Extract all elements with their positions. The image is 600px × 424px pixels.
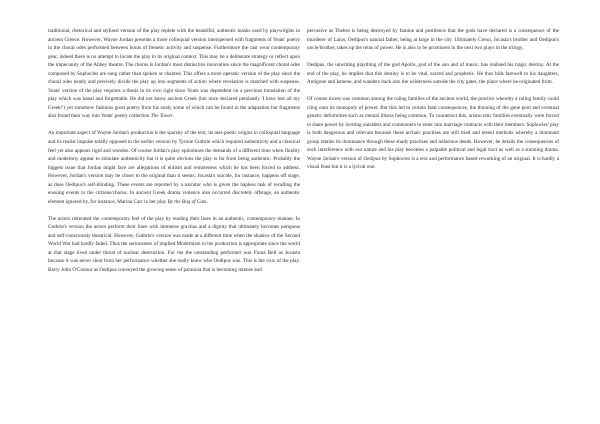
paragraph-text: Of course incest was common among the ruling families of the ancient world, the practice whereby a ruling family could cling onto its monopoly of power. But this led to certain fatal consequences, the thinning of the gene pool and eventual genetic deformities such as mental illness being common. To counteract this, aristocratic families eventually were forced to share power by inviting outsiders and commoners to enter into marriage contracts with their members. Sophocles' play is both dangerous and relevant because these archaic practises are still tried and tested methods whereby a dominant group retains its dominance through these shady practises and nefarious deeds. However, he details the consequences of such interference with our nature and his play becomes a palpable political and legal tract as well as a stunning drama. Wayne Jordan's version of [307,96,559,162]
right-paragraph-2 [307,61,559,87]
italic-title-text: Oedipus [363,155,381,162]
right-paragraph-1 [307,27,559,53]
paragraph-text: traditional, rhetorical and stylised version of the play replete with the beautiful, authentic masks used by playwrights in ancient Greece. However, Wayne Jordan presents a more colloquial version interspersed with fragments of Yeats' poetry in the choral odes performed between bouts of frenetic activity and suspense. Furthermore the cast wear contemporary gear, indeed there is no attempt to locate the play in its original context. This may be a deliberate strategy or reflect upon the impecunity of the Abbey theatre. The chorus is Jordan's most distinctive innovation since the magnificent choral odes composed by Sophocles are sung rather than spoken or chanted. This offers a more operatic version of the play since the choral odes neatly and precisely divide the play up into segments of action where revelation is matched with suspense. Yeats' version of the play requires a thesis in its own right since Yeats was dependent on a previous translation of the play which was banal and forgettable. He did not know ancient Greek (but once declared petulantly 'I have lost all my Greek!') yet somehow fashions great poetry from his study some of which can be found in the adaptation but fragments also found their way into Yeats' poetry collection [48,28,300,120]
italic-title-text: The Tower [150,113,173,120]
paragraph-text: by Sophocles is a text and performance based reworking of an original. It is hardly a visual feast but it is a lyrical one. [307,155,560,171]
paragraph-text: Oedipus, the unwitting plaything of the god Apollo, god of the sun and of music, has realised his tragic destiny. At the end of the play, he implies that this destiny is to be vital, sacred and prophetic. He thus bids farewell to his daughters, Antigone and Ismene, and wanders back into the wilderness outside the city gates, the place where he originated from. [307,62,559,86]
left-paragraph-2 [48,129,300,206]
paragraph-text: pervasive as Thebes is being destroyed by famine and pestilence that the gods have declared is a consequence of the murderer of Laius, Oedipus's natural father, being at large in the city. Ultimately Creon, Jocasta's brother and Oedipus's uncle/brother, takes up the reins of power. He is also to be prominent in the next two plays in the trilogy. [307,28,559,52]
italic-title-text: By the Bog of Cats [167,198,207,205]
left-paragraph-1 [48,27,300,121]
paragraph-text: The actors reiterated the contemporary feel of the play by reading their lines in an authentic, contemporary manner. In Guthrie's version the actors perform their lines with immense gravitas and a dignity that ultimately becomes pompous and self-consciously theatrical. However, Guthrie's version was made at a different time when the shadow of the Second World War had hardly faded. Thus the seriousness of implied Modernism in his production is appropriate since the world at that stage lived under threat of nuclear destruction. For me the outstanding performer was Fiona Bell as Jocasta because it was never clear from her performance whether she really knew who Oedipus was. This is the crux of the play. Barry John O'Connor as Oedipus conveyed the growing sense of paranoia that is becoming intense and [48,215,300,273]
paragraph-text: An important aspect of Wayne Jordan's production is the sparsity of the text, its anti-poetic origins in colloquial language and its realist impulse totally opposed to the earlier version by Tyrone Guthrie which required authenticity and a classical feel yet also appears rigid and wooden. Of course Jordan's play epitomises the demands of a different time when fluidity and modernity appear to simulate authenticity but it is quite obvious the play is far from being authentic. Probably the biggest issue that Jordan might face are allegations of elitism and remoteness which he has been forced to address. However, Jordan's version may be closer to the original than it seems; Jocasta's suicide, for instance, happens off stage, as does Oedipus's self-blinding. These events are reported by a narrator who is given the hapless task of recalling the ensuing events to the citizens/chorus. In ancient Greek drama violence also occurred discretely offstage, an authentic element ignored by, for instance, Marina Carr in her play [48,130,300,205]
left-page [48,27,300,275]
right-paragraph-3 [307,95,559,172]
paragraph-text: . [206,198,208,205]
paragraph-text: . [172,113,174,120]
left-paragraph-3 [48,215,300,275]
right-page [307,27,559,172]
